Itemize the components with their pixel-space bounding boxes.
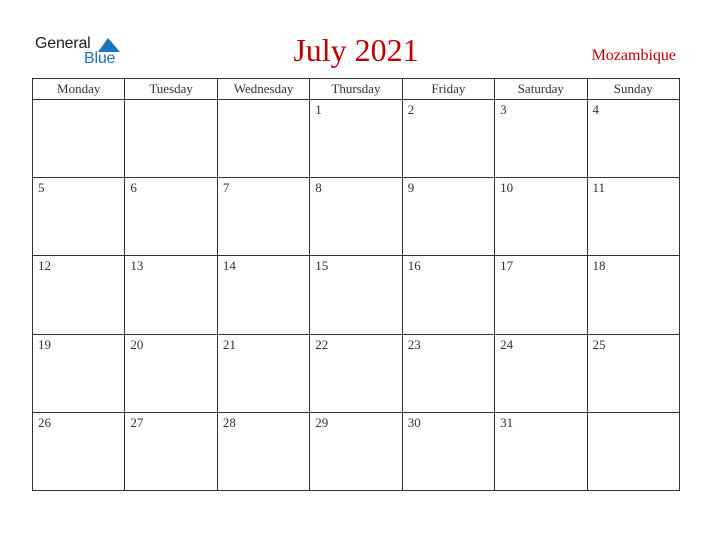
day-cell [125, 178, 217, 256]
day-cell [125, 412, 217, 490]
day-number: 22 [315, 336, 329, 352]
day-number: 8 [315, 180, 322, 196]
weekday-header-row [33, 79, 680, 100]
weekday-header: Monday [33, 79, 125, 100]
day-number: 24 [500, 336, 514, 352]
day-cell [217, 412, 309, 490]
day-number [125, 100, 216, 102]
day-number: 10 [500, 180, 514, 196]
day-number: 14 [222, 258, 236, 274]
day-number: 11 [592, 180, 606, 196]
day-cell [402, 256, 494, 334]
day-cell [587, 256, 679, 334]
day-number [33, 100, 124, 102]
weekday-header: Friday [402, 79, 494, 100]
day-number: 26 [38, 414, 51, 430]
day-cell [217, 256, 309, 334]
day-number: 5 [38, 180, 45, 196]
weekday-header: Sunday [587, 79, 679, 100]
logo-text-blue: Blue [84, 50, 116, 67]
day-number: 3 [500, 102, 507, 117]
day-number: 28 [222, 414, 236, 430]
day-cell [217, 178, 309, 256]
day-cell [587, 334, 679, 412]
day-number: 4 [592, 102, 600, 117]
day-number: 16 [407, 258, 421, 274]
day-cell [310, 178, 402, 256]
week-row [33, 100, 680, 178]
day-number: 19 [38, 336, 51, 352]
weekday-header: Thursday [310, 79, 402, 100]
day-number: 18 [592, 258, 606, 274]
day-cell [495, 334, 587, 412]
day-number: 25 [592, 336, 606, 352]
day-cell [33, 256, 125, 334]
day-number: 2 [407, 102, 415, 117]
day-number: 21 [222, 336, 236, 352]
day-cell [125, 334, 217, 412]
day-number: 7 [222, 180, 230, 196]
day-cell [217, 100, 309, 178]
day-number: 9 [407, 180, 415, 196]
day-number: 29 [315, 414, 329, 430]
day-cell [495, 178, 587, 256]
day-cell [402, 100, 494, 178]
day-cell [310, 100, 402, 178]
day-number [218, 100, 309, 102]
day-cell [587, 100, 679, 178]
day-cell [495, 100, 587, 178]
day-cell [310, 256, 402, 334]
day-cell [33, 412, 125, 490]
day-cell [33, 334, 125, 412]
day-cell [495, 256, 587, 334]
day-cell [33, 178, 125, 256]
day-number: 31 [500, 414, 514, 430]
day-number: 12 [38, 258, 51, 274]
day-number: 15 [315, 258, 329, 274]
day-number: 6 [130, 180, 137, 196]
day-cell [587, 178, 679, 256]
weekday-header: Tuesday [125, 79, 217, 100]
day-cell [402, 334, 494, 412]
day-number: 13 [130, 258, 144, 274]
day-cell [587, 412, 679, 490]
day-number: 20 [130, 336, 144, 352]
week-row [33, 178, 680, 256]
day-cell [402, 412, 494, 490]
country-label: Mozambique [591, 47, 676, 64]
day-cell [310, 412, 402, 490]
day-number: 17 [500, 258, 514, 274]
day-cell [495, 412, 587, 490]
week-row [33, 334, 680, 412]
day-number: 1 [315, 102, 322, 117]
calendar-title: July 2021 [293, 32, 419, 68]
day-number [588, 413, 679, 415]
day-cell [217, 334, 309, 412]
weekday-header: Saturday [495, 79, 587, 100]
calendar-grid [32, 78, 680, 491]
day-number: 30 [407, 414, 421, 430]
day-cell [125, 100, 217, 178]
day-cell [310, 334, 402, 412]
day-cell [125, 256, 217, 334]
week-row [33, 412, 680, 490]
logo-text-general: General [35, 35, 91, 52]
week-row [33, 256, 680, 334]
day-cell [33, 100, 125, 178]
weekday-header: Wednesday [217, 79, 309, 100]
day-cell [402, 178, 494, 256]
day-number: 23 [407, 336, 421, 352]
day-number: 27 [130, 414, 144, 430]
